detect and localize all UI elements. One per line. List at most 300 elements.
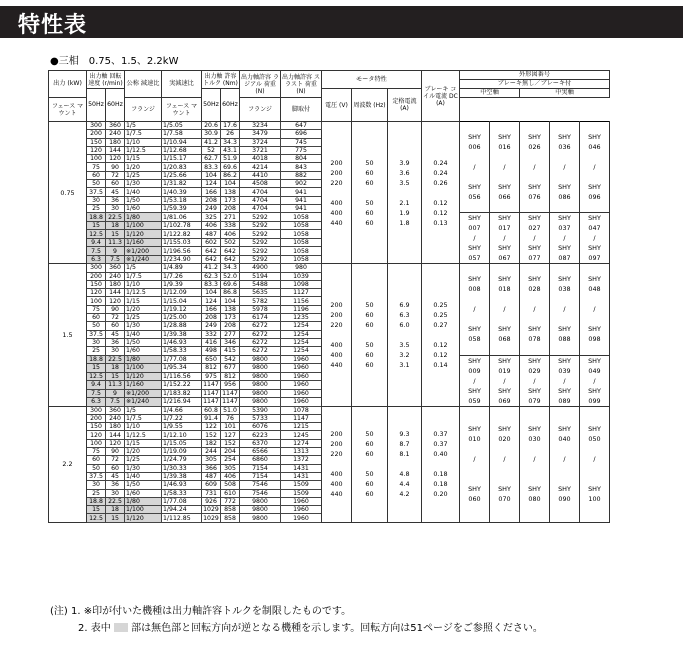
data-cell: 60 bbox=[87, 456, 106, 464]
dims-cell: SHY 019 / SHY 069 bbox=[490, 355, 520, 406]
data-cell: 60 bbox=[87, 171, 106, 179]
data-cell: 1147 bbox=[222, 398, 238, 406]
data-cell: ※1/200 bbox=[125, 247, 162, 256]
data-cell: 1/4.66 bbox=[162, 406, 202, 414]
data-cell: 1/5 bbox=[125, 122, 162, 130]
data-cell: 5978 bbox=[240, 305, 281, 313]
data-cell: 1/25 bbox=[125, 314, 162, 322]
dims-cell: SHY 017 / SHY 067 bbox=[490, 213, 520, 264]
data-cell: 1156 bbox=[281, 297, 322, 305]
data-cell: 100 bbox=[87, 297, 106, 305]
current-cell: 9.3 8.7 8.1 4.8 4.4 4.2 bbox=[388, 406, 422, 522]
data-cell: 1098 bbox=[281, 280, 322, 288]
data-cell: 180 bbox=[106, 138, 125, 146]
dims-cell: SHY 047 / SHY 097 bbox=[580, 213, 610, 264]
data-cell: 1215 bbox=[281, 423, 322, 431]
data-cell: 240 bbox=[106, 272, 125, 280]
data-cell: 1/19.12 bbox=[162, 305, 202, 313]
current-cell: 3.9 3.6 3.5 2.1 1.9 1.8 bbox=[388, 122, 422, 264]
dims-cell: SHY 020 / SHY 070 bbox=[490, 406, 520, 522]
data-cell: 83.3 bbox=[202, 163, 221, 171]
dims-cell: SHY 016 / SHY 066 bbox=[490, 122, 520, 213]
data-cell: 90 bbox=[106, 305, 125, 313]
data-cell: 144 bbox=[106, 431, 125, 439]
data-cell: 1/28.88 bbox=[162, 322, 202, 330]
data-cell: 7154 bbox=[240, 472, 281, 480]
data-cell: 3721 bbox=[240, 146, 281, 154]
data-cell: 1/15.04 bbox=[162, 297, 202, 305]
header-torque: 出力軸 許容トルク (Nm) bbox=[203, 72, 238, 87]
dims-cell: SHY 038 / SHY 088 bbox=[550, 264, 580, 355]
header-hz60: 60Hz bbox=[106, 89, 125, 122]
data-cell: 1/60 bbox=[125, 347, 162, 355]
data-cell: 1/80 bbox=[125, 213, 162, 222]
data-cell: 75 bbox=[87, 163, 106, 171]
data-cell: 50 bbox=[87, 322, 106, 330]
data-cell: 1254 bbox=[281, 322, 322, 330]
data-cell: 941 bbox=[281, 188, 322, 196]
data-cell: 1/120 bbox=[125, 372, 162, 381]
data-cell: 858 bbox=[221, 514, 240, 522]
data-cell: 60 bbox=[87, 314, 106, 322]
data-cell: 1960 bbox=[281, 389, 322, 398]
header-nominal-ratio: 公称 減速比 bbox=[125, 71, 162, 98]
data-cell: 843 bbox=[281, 163, 322, 171]
data-cell: 902 bbox=[281, 180, 322, 188]
data-cell: 642 bbox=[202, 247, 221, 256]
data-cell: 45 bbox=[106, 330, 125, 338]
data-cell: 642 bbox=[202, 255, 221, 264]
header-dims: 外形図番号 bbox=[460, 71, 610, 80]
data-cell: 1/94.24 bbox=[162, 506, 202, 514]
data-cell: 75 bbox=[87, 305, 106, 313]
data-cell: 1235 bbox=[281, 314, 322, 322]
data-cell: 975 bbox=[202, 372, 221, 381]
data-cell: 127 bbox=[221, 431, 240, 439]
data-cell: 208 bbox=[221, 204, 240, 212]
header-face-mount: フェース マウント bbox=[49, 98, 87, 122]
footnote-1: (注) 1. ※印が付いた機種は出力軸許容トルクを制限したものです。 bbox=[50, 606, 352, 617]
data-cell: 1/10 bbox=[125, 280, 162, 288]
data-cell: 11.3 bbox=[106, 238, 125, 247]
data-cell: 90 bbox=[106, 448, 125, 456]
data-cell: 60 bbox=[106, 322, 125, 330]
data-cell: 1/100 bbox=[125, 506, 162, 514]
header-output: 出力 (kW) bbox=[49, 71, 87, 98]
data-cell: 415 bbox=[221, 347, 240, 355]
data-cell: 406 bbox=[221, 230, 240, 239]
data-cell: 1/20 bbox=[125, 163, 162, 171]
data-cell: 200 bbox=[87, 414, 106, 422]
data-cell: 6272 bbox=[240, 347, 281, 355]
data-cell: 30 bbox=[106, 347, 125, 355]
shaded-swatch bbox=[114, 623, 128, 632]
data-cell: 52.0 bbox=[221, 272, 240, 280]
data-cell: 9800 bbox=[240, 514, 281, 522]
data-cell: 1/12.5 bbox=[125, 289, 162, 297]
data-cell: 642 bbox=[221, 255, 240, 264]
data-cell: 9800 bbox=[240, 497, 281, 505]
data-cell: 36 bbox=[106, 481, 125, 489]
data-cell: 1/12.10 bbox=[162, 431, 202, 439]
data-cell: 43.1 bbox=[221, 146, 240, 154]
data-cell: 208 bbox=[221, 322, 240, 330]
data-cell: 124 bbox=[202, 180, 221, 188]
data-cell: 804 bbox=[281, 155, 322, 163]
data-cell: 150 bbox=[87, 280, 106, 288]
dims-cell: SHY 008 / SHY 058 bbox=[460, 264, 490, 355]
data-cell: 15 bbox=[106, 230, 125, 239]
data-cell: 1/160 bbox=[125, 381, 162, 390]
data-cell: 52 bbox=[202, 146, 221, 154]
data-cell: 12.5 bbox=[87, 372, 106, 381]
data-cell: 240 bbox=[106, 414, 125, 422]
data-cell: 1/15.05 bbox=[162, 439, 202, 447]
data-cell: 1/12.09 bbox=[162, 289, 202, 297]
data-cell: 1/60 bbox=[125, 204, 162, 212]
dims-cell: SHY 039 / SHY 089 bbox=[550, 355, 580, 406]
data-cell: 30 bbox=[87, 481, 106, 489]
data-cell: 1/20 bbox=[125, 448, 162, 456]
data-cell: 1/20.83 bbox=[162, 163, 202, 171]
data-cell: 1/40 bbox=[125, 188, 162, 196]
data-cell: 1147 bbox=[203, 381, 219, 389]
data-cell: 498 bbox=[202, 347, 221, 355]
data-cell: 1/50 bbox=[125, 481, 162, 489]
data-cell: 1/25 bbox=[125, 456, 162, 464]
output-cell: 0.75 bbox=[49, 122, 87, 264]
table-subtitle: ●三相 0.75、1.5、2.2kW bbox=[50, 56, 179, 67]
data-cell: 1147 bbox=[222, 389, 238, 397]
data-cell: 812 bbox=[202, 364, 221, 373]
data-cell: 17.6 bbox=[221, 122, 240, 130]
data-cell: 4704 bbox=[240, 196, 281, 204]
data-cell: 72 bbox=[106, 314, 125, 322]
data-cell: 208 bbox=[202, 314, 221, 322]
data-cell: 249 bbox=[202, 204, 221, 212]
header-solid: 中実軸 bbox=[520, 89, 610, 98]
data-cell: 325 bbox=[202, 213, 221, 222]
data-cell: 1/155.03 bbox=[162, 238, 202, 247]
dims-cell: SHY 048 / SHY 098 bbox=[580, 264, 610, 355]
data-cell: 1/116.56 bbox=[162, 372, 202, 381]
data-cell: 1/10.94 bbox=[162, 138, 202, 146]
header-hz50: 50Hz bbox=[87, 89, 106, 122]
header-radial: 出力軸許容 ラジアル 荷重 (N) bbox=[240, 71, 281, 98]
dims-cell: SHY 049 / SHY 099 bbox=[580, 355, 610, 406]
dims-cell: SHY 006 / SHY 056 bbox=[460, 122, 490, 213]
data-cell: 277 bbox=[221, 330, 240, 338]
data-cell: 1147 bbox=[203, 398, 219, 406]
data-cell: 4900 bbox=[240, 264, 281, 272]
data-cell: 6272 bbox=[240, 330, 281, 338]
data-cell: 37.5 bbox=[87, 188, 106, 196]
data-cell: 7546 bbox=[240, 489, 281, 497]
brake-current-cell: 0.37 0.37 0.40 0.18 0.18 0.20 bbox=[422, 406, 460, 522]
current-cell: 6.9 6.3 6.0 3.5 3.2 3.1 bbox=[388, 264, 422, 406]
data-cell: 9800 bbox=[240, 506, 281, 514]
data-cell: 5292 bbox=[240, 247, 281, 256]
data-cell: 69.6 bbox=[221, 280, 240, 288]
data-cell: 36 bbox=[106, 196, 125, 204]
data-cell: 360 bbox=[106, 406, 125, 414]
data-cell: 1/80 bbox=[125, 355, 162, 364]
data-cell: 542 bbox=[221, 355, 240, 364]
data-cell: 1/95.34 bbox=[162, 364, 202, 373]
data-cell: 144 bbox=[106, 289, 125, 297]
data-cell: 30 bbox=[106, 489, 125, 497]
data-cell: 1/9.55 bbox=[162, 423, 202, 431]
data-cell: 1058 bbox=[281, 221, 322, 230]
data-cell: 956 bbox=[221, 381, 240, 390]
data-cell: ※1/200 bbox=[125, 389, 162, 398]
data-cell: 5292 bbox=[240, 230, 281, 239]
data-cell: 1254 bbox=[281, 338, 322, 346]
data-cell: 731 bbox=[202, 489, 221, 497]
data-cell: 50 bbox=[87, 464, 106, 472]
data-cell: 366 bbox=[202, 464, 221, 472]
data-cell: 22.5 bbox=[106, 213, 125, 222]
data-cell: 1/152.22 bbox=[162, 381, 202, 390]
data-cell: 1/50 bbox=[125, 196, 162, 204]
data-cell: 602 bbox=[202, 238, 221, 247]
data-cell: 1/160 bbox=[125, 238, 162, 247]
dims-cell: SHY 028 / SHY 078 bbox=[520, 264, 550, 355]
data-cell: 1/40 bbox=[125, 330, 162, 338]
data-cell: 101 bbox=[221, 423, 240, 431]
data-cell: 60.8 bbox=[202, 406, 221, 414]
data-cell: 1/59.39 bbox=[162, 204, 202, 212]
data-cell: 9800 bbox=[240, 389, 281, 398]
data-cell: 1/77.08 bbox=[162, 497, 202, 505]
header-brake: ブレーキ コイル電流 DC (A) bbox=[422, 71, 460, 122]
data-cell: 104 bbox=[221, 297, 240, 305]
data-cell: ※1/240 bbox=[125, 398, 162, 407]
data-cell: 150 bbox=[87, 423, 106, 431]
data-cell: 91.4 bbox=[202, 414, 221, 422]
header-thrust: 出力軸許容 スラスト 荷重 (N) bbox=[281, 71, 322, 98]
voltage-cell: 200 200 220 400 400 440 bbox=[322, 406, 352, 522]
data-cell: 406 bbox=[202, 221, 221, 230]
data-cell: 7.5 bbox=[106, 255, 125, 264]
data-cell: 83.3 bbox=[202, 280, 221, 288]
data-cell: 180 bbox=[106, 423, 125, 431]
footnote-2 bbox=[78, 619, 543, 634]
data-cell: 254 bbox=[221, 456, 240, 464]
data-cell: 1960 bbox=[281, 372, 322, 381]
data-cell: 1/183.82 bbox=[162, 389, 202, 398]
data-cell: 12.5 bbox=[87, 230, 106, 239]
data-cell: 1/24.79 bbox=[162, 456, 202, 464]
data-cell: 1058 bbox=[281, 255, 322, 264]
data-cell: 305 bbox=[202, 456, 221, 464]
data-cell: 180 bbox=[106, 280, 125, 288]
data-cell: 15 bbox=[106, 514, 125, 522]
data-cell: 104 bbox=[221, 180, 240, 188]
table-row bbox=[49, 406, 610, 414]
data-cell: 9800 bbox=[240, 381, 281, 390]
header-flange-solid: フランジ bbox=[240, 98, 281, 122]
data-cell: 60 bbox=[106, 180, 125, 188]
data-cell: 647 bbox=[281, 122, 322, 130]
data-cell: 6272 bbox=[240, 338, 281, 346]
dims-cell: SHY 027 / SHY 077 bbox=[520, 213, 550, 264]
data-cell: 18 bbox=[106, 364, 125, 373]
data-cell: 30 bbox=[87, 196, 106, 204]
header-current: 定格電流 (A) bbox=[388, 89, 422, 122]
data-cell: 1039 bbox=[281, 272, 322, 280]
data-cell: 208 bbox=[202, 196, 221, 204]
header-torque-hz50: 50Hz bbox=[202, 89, 221, 122]
data-cell: 138 bbox=[221, 305, 240, 313]
data-cell: 45 bbox=[106, 188, 125, 196]
data-cell: 6223 bbox=[240, 431, 281, 439]
data-cell: 1960 bbox=[281, 364, 322, 373]
data-cell: 812 bbox=[221, 372, 240, 381]
data-cell: 120 bbox=[106, 439, 125, 447]
data-cell: 4704 bbox=[240, 204, 281, 212]
data-cell: 1/39.38 bbox=[162, 472, 202, 480]
data-cell: 144 bbox=[106, 146, 125, 154]
data-cell: 1/100 bbox=[125, 364, 162, 373]
data-cell: 332 bbox=[202, 330, 221, 338]
data-cell: 406 bbox=[221, 472, 240, 480]
data-cell: 15 bbox=[87, 364, 106, 373]
data-cell: 1/53.18 bbox=[162, 196, 202, 204]
data-cell: 1254 bbox=[281, 330, 322, 338]
data-cell: 941 bbox=[281, 196, 322, 204]
data-cell: 1/81.06 bbox=[162, 213, 202, 222]
data-cell: 1/30.33 bbox=[162, 464, 202, 472]
data-cell: 1431 bbox=[281, 472, 322, 480]
frequency-cell: 50 60 60 50 60 60 bbox=[352, 264, 388, 406]
data-cell: 3724 bbox=[240, 138, 281, 146]
data-cell: 7.5 bbox=[87, 247, 106, 256]
data-cell: 271 bbox=[221, 213, 240, 222]
data-cell: 305 bbox=[221, 464, 240, 472]
data-cell: 1058 bbox=[281, 238, 322, 247]
data-cell: 1/40.39 bbox=[162, 188, 202, 196]
data-cell: 882 bbox=[281, 171, 322, 179]
data-cell: 1/25.00 bbox=[162, 314, 202, 322]
data-cell: 15 bbox=[106, 372, 125, 381]
data-cell: 5292 bbox=[240, 213, 281, 222]
data-cell: 1/77.08 bbox=[162, 355, 202, 364]
data-cell: 1/31.82 bbox=[162, 180, 202, 188]
data-cell: 30 bbox=[106, 204, 125, 212]
data-cell: 41.2 bbox=[202, 138, 221, 146]
header-hollow: 中空軸 bbox=[460, 89, 520, 98]
data-cell: 1313 bbox=[281, 448, 322, 456]
data-cell: 18 bbox=[106, 221, 125, 230]
data-cell: 182 bbox=[202, 439, 221, 447]
data-cell: 300 bbox=[87, 406, 106, 414]
data-cell: 3479 bbox=[240, 130, 281, 138]
data-cell: 9800 bbox=[240, 355, 281, 364]
data-cell: 1/10 bbox=[125, 423, 162, 431]
data-cell: 173 bbox=[221, 314, 240, 322]
data-cell: 41.2 bbox=[202, 264, 221, 272]
data-cell: 1254 bbox=[281, 347, 322, 355]
data-cell: 775 bbox=[281, 146, 322, 154]
frequency-cell: 50 60 60 50 60 60 bbox=[352, 122, 388, 264]
page-title: 特性表 bbox=[18, 13, 88, 38]
data-cell: 22.5 bbox=[106, 497, 125, 505]
data-cell: 7154 bbox=[240, 464, 281, 472]
data-cell: 1960 bbox=[281, 506, 322, 514]
data-cell: 18 bbox=[106, 506, 125, 514]
data-cell: 4508 bbox=[240, 180, 281, 188]
data-cell: 244 bbox=[202, 448, 221, 456]
data-cell: 1/30 bbox=[125, 180, 162, 188]
data-cell: 5292 bbox=[240, 238, 281, 247]
data-cell: 1078 bbox=[281, 406, 322, 414]
data-cell: 1372 bbox=[281, 456, 322, 464]
output-cell: 2.2 bbox=[49, 406, 87, 522]
data-cell: 1/19.09 bbox=[162, 448, 202, 456]
data-cell: 1245 bbox=[281, 431, 322, 439]
data-cell: 346 bbox=[221, 338, 240, 346]
data-cell: 15 bbox=[87, 221, 106, 230]
header-voltage: 電圧 (V) bbox=[322, 89, 352, 122]
data-cell: 62.7 bbox=[202, 155, 221, 163]
data-cell: 7546 bbox=[240, 481, 281, 489]
data-cell: 166 bbox=[202, 188, 221, 196]
data-cell: 6566 bbox=[240, 448, 281, 456]
data-cell: 200 bbox=[87, 272, 106, 280]
table-row bbox=[49, 122, 610, 130]
data-cell: 124 bbox=[202, 297, 221, 305]
data-cell: 138 bbox=[221, 188, 240, 196]
data-cell: 18.8 bbox=[87, 355, 106, 364]
data-cell: 1/25.66 bbox=[162, 171, 202, 179]
data-cell: 300 bbox=[87, 122, 106, 130]
frequency-cell: 50 60 60 50 60 60 bbox=[352, 406, 388, 522]
data-cell: 1960 bbox=[281, 355, 322, 364]
data-cell: 9 bbox=[106, 247, 125, 256]
data-cell: 5782 bbox=[240, 297, 281, 305]
data-cell: 9800 bbox=[240, 364, 281, 373]
dims-cell: SHY 018 / SHY 068 bbox=[490, 264, 520, 355]
data-cell: 980 bbox=[281, 264, 322, 272]
data-cell: 1/12.68 bbox=[162, 146, 202, 154]
data-cell: 1/30 bbox=[125, 322, 162, 330]
data-cell: 772 bbox=[221, 497, 240, 505]
data-cell: 1/15.17 bbox=[162, 155, 202, 163]
data-cell: 1/80 bbox=[125, 497, 162, 505]
data-cell: 1/100 bbox=[125, 221, 162, 230]
data-cell: 22.5 bbox=[106, 355, 125, 364]
data-cell: 5194 bbox=[240, 272, 281, 280]
footnote-2-end: 部は無色部と回転方向が逆となる機種を示します。回転方向は51ページをご参照ください。 bbox=[131, 623, 543, 634]
data-cell: 18.8 bbox=[87, 213, 106, 222]
data-cell: 1960 bbox=[281, 497, 322, 505]
data-cell: 1/39.38 bbox=[162, 330, 202, 338]
data-cell: 150 bbox=[87, 138, 106, 146]
brake-current-cell: 0.25 0.25 0.27 0.12 0.12 0.14 bbox=[422, 264, 460, 406]
data-cell: 62.3 bbox=[202, 272, 221, 280]
dims-cell: SHY 007 / SHY 057 bbox=[460, 213, 490, 264]
data-cell: 5733 bbox=[240, 414, 281, 422]
dims-cell: SHY 036 / SHY 086 bbox=[550, 122, 580, 213]
data-cell: 1960 bbox=[281, 514, 322, 522]
header-torque-hz60: 60Hz bbox=[221, 89, 240, 122]
data-cell: 6174 bbox=[240, 314, 281, 322]
data-cell: 4018 bbox=[240, 155, 281, 163]
data-cell: 1196 bbox=[281, 305, 322, 313]
dims-cell: SHY 040 / SHY 090 bbox=[550, 406, 580, 522]
data-cell: 6.3 bbox=[87, 398, 106, 407]
